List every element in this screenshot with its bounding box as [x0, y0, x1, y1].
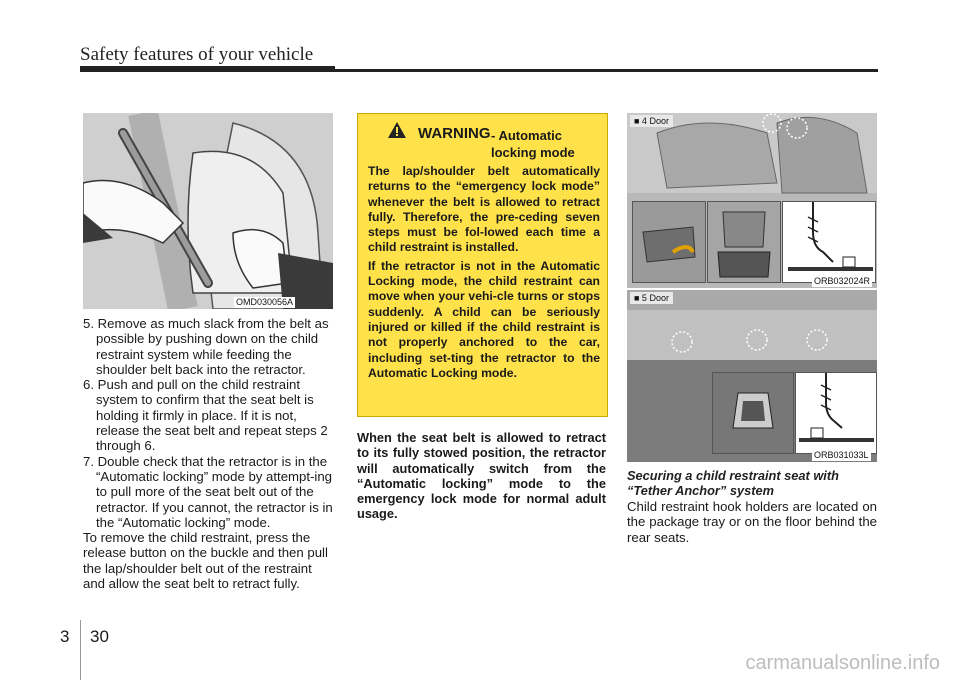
header-title: Safety features of your vehicle — [80, 44, 314, 65]
floor-anchor-icon — [713, 373, 793, 453]
five-door-figure — [627, 290, 877, 462]
warning-paragraph: The lap/shoulder belt automatically returns to the “emergency lock mode” whenever the belt is allowed to retract fully. Therefore, the pre-ceding seven steps must be fol-lowed each time a child restraint is installed. — [368, 164, 600, 255]
five-door-label: ■ 5 Door — [630, 292, 673, 304]
footer-rule — [80, 620, 81, 680]
anchor-inset-2 — [707, 201, 781, 283]
list-item: 5. Remove as much slack from the belt as possible by pushing down on the child restraint system while feeding the shoulder belt back into the retractor. — [83, 316, 329, 377]
figure-code: ORB031033L — [814, 450, 869, 460]
four-door-figure — [627, 113, 877, 288]
child-seat-illustration — [83, 113, 333, 309]
anchor-inset-4 — [712, 372, 794, 454]
chapter-number: 3 — [60, 627, 70, 646]
figure-code: ORB032024R — [814, 276, 871, 286]
warning-icon — [388, 122, 406, 138]
watermark: carmanualsonline.info — [745, 652, 940, 674]
warning-subtitle-line2: locking mode — [491, 145, 575, 160]
figure-code: OMD030056A — [236, 297, 294, 307]
warning-box — [357, 113, 608, 417]
page-number: 30 — [90, 627, 109, 646]
four-door-label: ■ 4 Door — [630, 115, 673, 127]
tether-paragraph: Child restraint hook holders are located on the package tray or on the floor behind the rear seats. — [627, 499, 877, 545]
warning-paragraph: If the retractor is not in the Automatic Locking mode, the child restraint can move when your vehi-cle turns or stops suddenly. A child can be seriously injured or killed if the child restraint is not properly anchored to the car, including set-ting the retractor to the Automatic Locking mode. — [368, 258, 600, 380]
anchor-cover-icon — [633, 202, 705, 282]
anchor-open-icon — [708, 202, 780, 282]
warning-word: WARNING — [418, 125, 491, 142]
section-heading: Securing a child restraint seat with “Tether Anchor” system — [627, 468, 839, 498]
steps-list — [83, 316, 335, 530]
remove-paragraph: To remove the child restraint, press the release button on the buckle and then pull the lap/shoulder belt out of the restraint and allow the seat belt to retract fully. — [83, 530, 328, 592]
anchor-inset-3 — [782, 201, 876, 283]
left-column — [83, 316, 335, 591]
header-rule-accent — [80, 66, 335, 72]
child-seat-figure — [83, 113, 333, 309]
warning-body — [368, 164, 600, 384]
list-item: 7. Double check that the retractor is in the “Automatic locking” mode by attempt-ing to pull more of the seat belt out of the retractor. If you cannot, the retractor is in the “Automatic locking” mode. — [83, 453, 333, 530]
floor-tether-hook-icon — [796, 373, 876, 453]
anchor-inset-5 — [795, 372, 877, 454]
tether-hook-icon — [783, 202, 875, 282]
warning-subtitle: - Automatic — [491, 128, 563, 143]
middle-paragraph: When the seat belt is allowed to retract to its fully stowed position, the retractor will automatically switch from the “Automatic locking” mode to the emergency lock mode for normal adult usage. — [357, 430, 606, 522]
anchor-inset-1 — [632, 201, 706, 283]
list-item: 6. Push and pull on the child restraint system to confirm that the seat belt is holding it firmly in place. If it is not, release the seat belt and repeat steps 2 through 6. — [83, 377, 328, 454]
